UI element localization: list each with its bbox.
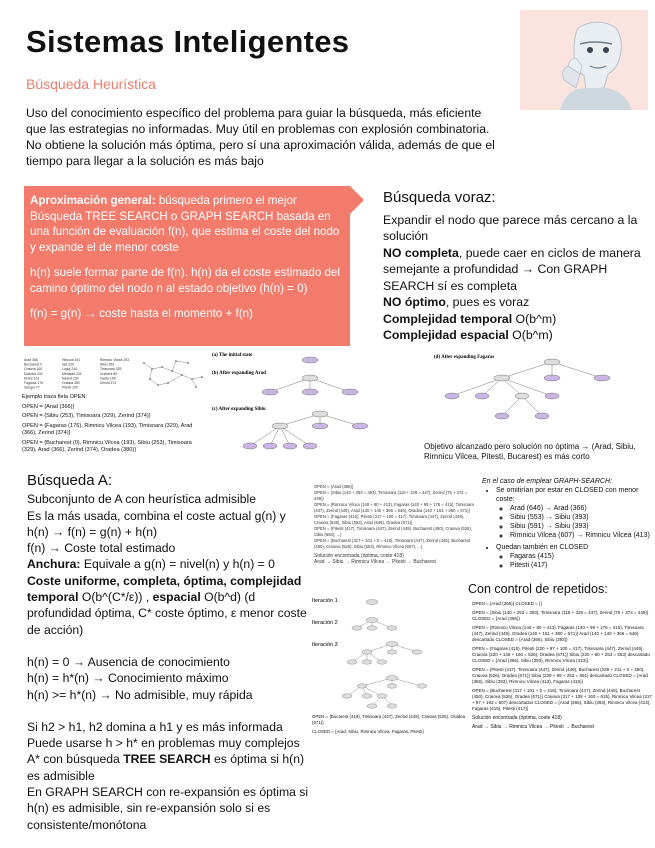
greedy-bold: Complejidad espacial (383, 328, 509, 342)
city-heuristic: Urziceni 80 (100, 371, 117, 376)
list-item: ◦ Sibiu (591) → Sibiu (393) (510, 522, 652, 531)
astar-trace (314, 484, 474, 565)
list-item: ◦ Sibiu (553) → Sibiu (393) (510, 513, 652, 522)
trace-line: OPEN = {Fagaras (415), Pitesti (220 + 97 + 100 = 417), Timisoara (447), Zerind (449), Craiova (220 + 146 + 160 = 526), Oradea (671)} Sibiu (220 + 80 + 253 = 553) descartado CLOSED = {Arad (366), Sibiu (393), Rimnicu Vilcea (413)} (472, 646, 650, 663)
greedy-text: O(b^m) (512, 311, 557, 326)
trace-line: OPEN = {Sibiu (253), Timisoara (329), Zerind (374)} (22, 413, 151, 420)
greedy-line (383, 311, 643, 328)
callout-paragraph: f(n) = g(n) → coste hasta el momento + f(n) (30, 307, 253, 320)
trace-path: Arad → Sibiu → Rimnicu Vilcea → Pitesti → Bucharest (472, 724, 594, 730)
astar-section (27, 473, 310, 833)
objective-note: Objetivo alcanzado pero solución no óptima → (Arad, Sibiu, Rimnicu Vilcea, Pitesti, Bucarest) es más corto (424, 442, 636, 461)
repeated-control-trace (472, 601, 652, 733)
trace-heading: Ejemplo traza fiela OPEN: (22, 394, 87, 400)
callout-text (30, 193, 346, 332)
greedy-line (383, 294, 643, 311)
astar-text: A* con búsqueda (27, 752, 124, 767)
trace-line: OPEN = {Pitesti (417), Timisoara (447), Zerind (449), Bucharest (239 + 211 + 0 = 450), Craiova (526), Oradea (671)} Sibiu (239 + 99 + 253 = 591) descartado CLOSED = {Arad (366), Sibiu (393), Rimnicu Vilcea (413), Fagaras (415)} (472, 667, 648, 684)
greedy-text: O(b^m) (508, 328, 553, 342)
trace-line: OPEN = {Fagaras (415), Pitesti (317 + 100 = 417), Timisoara (447), Zerind (449), Craiova (526), Sibiu (553), Arad (646), Oradea (671)} (314, 514, 465, 525)
city-heuristic: Mehadia 241 (62, 371, 82, 376)
greedy-text: , pues es voraz (445, 295, 530, 309)
astar-line: h(n) = h*(n) → Conocimiento máximo (27, 671, 229, 686)
city-heuristic: Craiova 160 (24, 367, 43, 372)
trace-solution: Solución encontrada (óptima, coste 418) (314, 553, 404, 559)
city-heuristic: Fagaras 176 (24, 381, 44, 385)
intro-paragraph (26, 105, 496, 169)
city-heuristic: Lugoj 244 (62, 367, 77, 372)
trace-line: OPEN = {Bucarest (418), Timisoara (447), Zerind (449), Craiova (526), Oradea (671)} (312, 714, 466, 725)
trace-line: OPEN = {Rimnicu Vilcea (140 + 80 + 413), Fagaras (140 + 99 + 176 = 415), Timisoara (447), Zerind (449), Oradea (140 + 151 + 380 = 671)} Arad (140 + 140 + 366 = 646) descartado CLOSED = {Arad (366), Sibiu (393)} (472, 625, 644, 642)
astar-line (27, 751, 310, 784)
iteration-label: Iteración 3 (312, 642, 338, 648)
greedy-search-heading: Búsqueda voraz: (383, 189, 496, 206)
list-item: ◦ Fagaras (415) (510, 552, 652, 561)
iteration-label: Iteración 2 (312, 620, 338, 626)
city-heuristic: Pitesti 100 (62, 385, 78, 390)
city-heuristic: Oradea 380 (62, 381, 80, 385)
trace-line: OPEN = {Sibiu (140 + 253 = 393), Timisoara (118 + 329 = 447), Zerind (75 + 374 = 449)} CLOSED = {Arad (366)} (472, 610, 649, 621)
city-heuristic: Rimnicu Vilcea 193 (100, 358, 129, 362)
graph-search-list (482, 486, 652, 570)
list-item: ◦ Pitesti (417) (510, 561, 652, 570)
greedy-line (383, 245, 643, 295)
graph-search-heading: En el caso de emplear GRAPH-SEARCH: (482, 478, 612, 485)
callout-heading: Aproximación general: (30, 194, 156, 207)
list-item-label: Se omitirían por estar en CLOSED con menor coste: (496, 487, 639, 503)
list-item (496, 543, 652, 570)
trace-line: OPEN = {Rimnicu Vilcea (140 + 80 + 413), Fagaras (140 + 99 + 176 = 415), Timisoara (447), Zerind (449), Arad (140 + 140 + 366 = 646), Oradea (140 + 151 + 380 = 671)} (314, 502, 474, 513)
repeated-control-heading: Con control de repetidos: (468, 582, 608, 596)
astar-text: O(b^(C*/ε)) , (78, 590, 153, 605)
trace-solution: Solución encontrada (óptima, coste 418) (472, 715, 562, 721)
search-tree-diagram (210, 350, 428, 462)
greedy-bold: NO óptimo (383, 295, 446, 309)
search-tree-fagaras (432, 352, 647, 434)
astar-line (27, 556, 310, 572)
city-heuristic: Timisoara 329 (100, 367, 122, 372)
greedy-bold: NO completa (383, 245, 459, 260)
list-item: ◦ Rimnicu Vilcea (607) → Rimnicu Vilcea (413) (510, 531, 652, 540)
astar-text: es óptima si h(n) es admisible (27, 752, 305, 783)
tree-label-c: (c) After expanding Sibiu (212, 407, 266, 412)
intro-line: tiempo para llegar a la solución es más bajo (26, 154, 264, 168)
astar-line (27, 573, 310, 638)
tree-label-b: (b) After expanding Arad (212, 371, 266, 376)
greedy-bold: Complejidad temporal (383, 311, 513, 326)
page-subtitle: Búsqueda Heurística (26, 76, 156, 92)
city-heuristic: Bucharest 0 (24, 362, 43, 367)
trace-line: OPEN = {Arad (366)} CLOSED = {} (472, 601, 543, 606)
intro-line: que las estrategias no informadas. Muy útil en problemas con explosión combinatoria. (26, 122, 490, 136)
city-heuristic: Vaslui 199 (100, 376, 116, 381)
list-item (496, 486, 652, 540)
astar-bold: espacial (152, 590, 201, 605)
astar-line: f(n) → Coste total estimado (27, 541, 176, 556)
astar-line: h(n) >= h*(n) → No admisible, muy rápida (27, 687, 253, 702)
trace-line: OPEN = {Arad (366)} (22, 403, 75, 410)
trace-line: OPEN = {Sibiu (140 + 253 = 393), Timisoara (118 + 329 = 447), Zerind (75 + 374 = 449)} (314, 490, 468, 501)
astar-line: Puede usarse h > h* en problemas muy complejos (27, 736, 300, 751)
city-heuristic: Dobreta 242 (24, 371, 43, 376)
astar-line: Subconjunto de A con heurística admisible (27, 492, 257, 507)
city-heuristic: Giurgiu 77 (24, 385, 40, 390)
trace-line: OPEN = {Pitesti (417), Timisoara (447), Zerind (449), Bucharest (450), Craiova (526), Sibiu (553), ...} (314, 526, 472, 537)
astar-line: h(n) = 0 → Ausencia de conocimiento (27, 654, 230, 669)
trace-line: OPEN = {Bucharest (317 + 101 + 0 = 418), Timisoara (447), Zerind (449), Bucharest (450), Craiova (526), Sibiu (553), Rimnicu Vilcea (607), ...} (314, 538, 471, 549)
romania-map (138, 357, 210, 391)
astar-text: O(b^d) (d profundidad óptima, C* coste óptimo, ε menor coste de acción) (27, 590, 307, 637)
list-item: ◦ Arad (646) → Arad (366) (510, 504, 652, 513)
greedy-line (383, 327, 643, 344)
iteration-summary (312, 714, 472, 735)
city-heuristic: Eforie 161 (24, 376, 40, 381)
astar-bold: Anchura: (27, 557, 81, 572)
city-heuristic: Hirsova 151 (62, 358, 81, 362)
astar-text: Equivale a g(n) = nivel(n) y h(n) = 0 (80, 557, 275, 572)
trace-line: OPEN = {Fagaras (176), Rimnicu Vilcea (193), Timisoara (329), Arad (366), Zerind (374)} (22, 423, 193, 437)
astar-line: En GRAPH SEARCH con re-expansión es óptima si h(n) es admisible, sin re-expansión solo si es consistente/monótona (27, 785, 309, 832)
tree-label-a: (a) The initial state (212, 353, 253, 358)
callout-text-rest: búsqueda primero el mejor Búsqueda TREE SEARCH o GRAPH SEARCH basada en una función de evaluación f(n), que estima el coste del nodo y expande el de menor coste (30, 194, 340, 254)
city-heuristic: Iasi 226 (62, 362, 74, 367)
trace-line: OPEN = {Arad (366)} (314, 484, 354, 489)
list-item-label: Quedan también en CLOSED (496, 544, 589, 551)
astar-bold: Coste uniforme, completa, óptima, complejidad temporal (27, 573, 302, 605)
astar-heading: Búsqueda A: (27, 472, 113, 489)
intro-line: No obtiene la solución más óptima, pero sí una aproximación válida, además de que el (26, 138, 495, 152)
city-heuristic: Zerind 374 (100, 381, 117, 385)
iterations-diagram (312, 592, 464, 714)
greedy-search-section (383, 190, 643, 344)
astar-line: Es la más usada, combina el coste actual g(n) y h(n) → f(n) = g(n) + h(n) (27, 508, 286, 539)
trace-example (22, 394, 207, 457)
astar-line: Si h2 > h1, h2 domina a h1 y es más informada (27, 719, 283, 734)
city-heuristic: Sibiu 253 (100, 362, 115, 367)
greedy-text: , puede caer en ciclos de manera semejante a profundidad → Con GRAPH SEARCH sí es completa (383, 245, 641, 293)
city-heuristic: Arad 366 (24, 358, 38, 362)
callout-paragraph (30, 193, 346, 255)
graph-search-note (482, 477, 652, 570)
trace-line: OPEN = {Bucharest (317 + 101 + 0 = 418), Timisoara (447), Zerind (449), Bucharest (450), Craiova (526), Oradea (671)} Craiova (317 + 138 + 160 = 615), Rimnicu Vilcea (317 + 97 + 193 = 607) descartados CLOSED = {Arad (366), Sibiu (393), Rimnicu Vilcea (413), Fagaras (415), Pitesti (417)} (472, 688, 652, 711)
city-heuristic: Neamt 234 (62, 376, 79, 381)
trace-path: Arad → Sibiu → Rimnicu Vilcea → Pitesti → Bucharest (314, 559, 436, 565)
astar-bold: TREE SEARCH (123, 752, 211, 767)
page-title: Sistemas Inteligentes (26, 24, 350, 59)
iteration-label: Iteración 1 (312, 598, 338, 604)
tree-label-d: (d) After expanding Fagaras (434, 355, 495, 360)
robot-illustration (520, 10, 648, 110)
trace-line: CLOSED = {Arad, Sibiu, Rimnicu Vilcea, Fagaras, Pitesti} (312, 729, 424, 734)
trace-line: OPEN = {Bucharest (0), Rimnicu Vilcea (193), Sibiu (253), Timisoara (329), Arad (366), Zerind (374), Oradea (380)} (22, 440, 192, 454)
greedy-line: Expandir el nodo que parece más cercano a la solución (383, 212, 638, 243)
callout-paragraph: h(n) suele formar parte de f(n). h(n) da el coste estimado del camino óptimo del nodo n al estado objetivo (h(n) = 0) (30, 266, 340, 295)
intro-line: Uso del conocimiento específico del problema para guiar la búsqueda, más eficiente (26, 106, 482, 120)
